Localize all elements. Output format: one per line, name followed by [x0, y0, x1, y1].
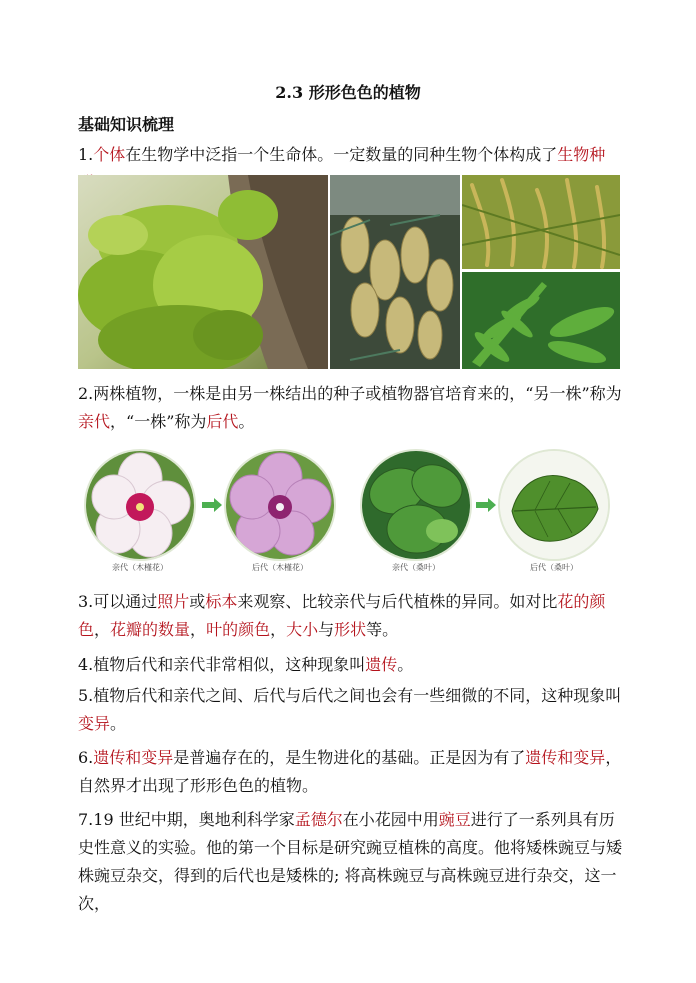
pinecone-photo — [330, 175, 460, 369]
moss-photo — [78, 175, 328, 369]
paragraph-4: 4.植物后代和亲代非常相似，这种现象叫遗传。 — [78, 655, 414, 674]
term-leaf-color: 叶的颜色 — [206, 620, 271, 639]
section-heading: 基础知识梳理 — [78, 115, 175, 134]
plant-photo-collage — [78, 175, 620, 369]
term-pea: 豌豆 — [438, 810, 471, 829]
rice-photo — [462, 175, 620, 269]
term-heredity-variation: 遗传和变异 — [93, 748, 174, 767]
caption-hibiscus-offspring: 后代（木槿花） — [252, 563, 308, 572]
caption-mulberry-parent: 亲代（桑叶） — [392, 563, 440, 572]
mulberry-parent-image — [360, 449, 472, 561]
p1-num: 1. — [78, 145, 94, 164]
fern-photo — [462, 272, 620, 369]
caption-hibiscus-parent: 亲代（木槿花） — [112, 563, 168, 572]
paragraph-5: 5.植物后代和亲代之间、后代与后代之间也会有一些细微的不同，这种现象叫变异。 — [78, 686, 622, 733]
term-shape: 形状 — [334, 620, 367, 639]
page-title: 2.3 形形色色的植物 — [275, 83, 421, 102]
term-heredity: 遗传 — [365, 655, 398, 674]
term-petal-count: 花瓣的数量 — [110, 620, 191, 639]
mulberry-offspring-image — [498, 449, 610, 561]
term-photo: 照片 — [157, 592, 190, 611]
paragraph-2: 2.两株植物，一株是由另一株结出的种子或植物器官培育来的，“另一株”称为亲代，“一株”称为后代。 — [78, 384, 622, 431]
term-heredity-variation-2: 遗传和变异 — [525, 748, 606, 767]
p2-text: 2.两株植物，一株是由另一株结出的种子或植物器官培育来的，“另一株”称为 — [78, 384, 622, 403]
term-parent: 亲代 — [78, 412, 111, 431]
hibiscus-parent-image — [84, 449, 196, 561]
term-specimen: 标本 — [205, 592, 238, 611]
parent-offspring-figure — [78, 443, 618, 579]
p1-text: 在生物学中泛指一个生命体。一定数量的同种生物个体构成了 — [125, 145, 558, 164]
term-size: 大小 — [286, 620, 319, 639]
paragraph-6: 6.遗传和变异是普遍存在的，是生物进化的基础。正是因为有了遗传和变异，自然界才出现了形形色色的植物。 — [78, 748, 622, 795]
term-population: 生物种 — [557, 145, 606, 164]
paragraph-7: 7.19 世纪中期，奥地利科学家孟德尔在小花园中用豌豆进行了一系列具有历史性意义的实验。他的第一个目标是研究豌豆植株的高度。他将矮株豌豆与矮株豌豆杂交，得到的后代也是矮株的; 将高株豌豆与高株豌豆进行杂交，这一次， — [78, 810, 623, 913]
term-offspring: 后代 — [206, 412, 239, 431]
arrow-right-icon-2 — [476, 498, 496, 512]
term-mendel: 孟德尔 — [294, 810, 343, 829]
caption-mulberry-offspring: 后代（桑叶） — [530, 563, 578, 572]
term-individual: 个体 — [93, 145, 126, 164]
term-variation: 变异 — [78, 714, 111, 733]
paragraph-3: 3.可以通过照片或标本来观察、比较亲代与后代植株的异同。如对比花的颜色，花瓣的数量，叶的颜色，大小与形状等。 — [78, 592, 606, 639]
arrow-right-icon — [202, 498, 222, 512]
hibiscus-offspring-image — [224, 449, 336, 561]
term-flower-color: 花的颜色 — [78, 592, 606, 639]
